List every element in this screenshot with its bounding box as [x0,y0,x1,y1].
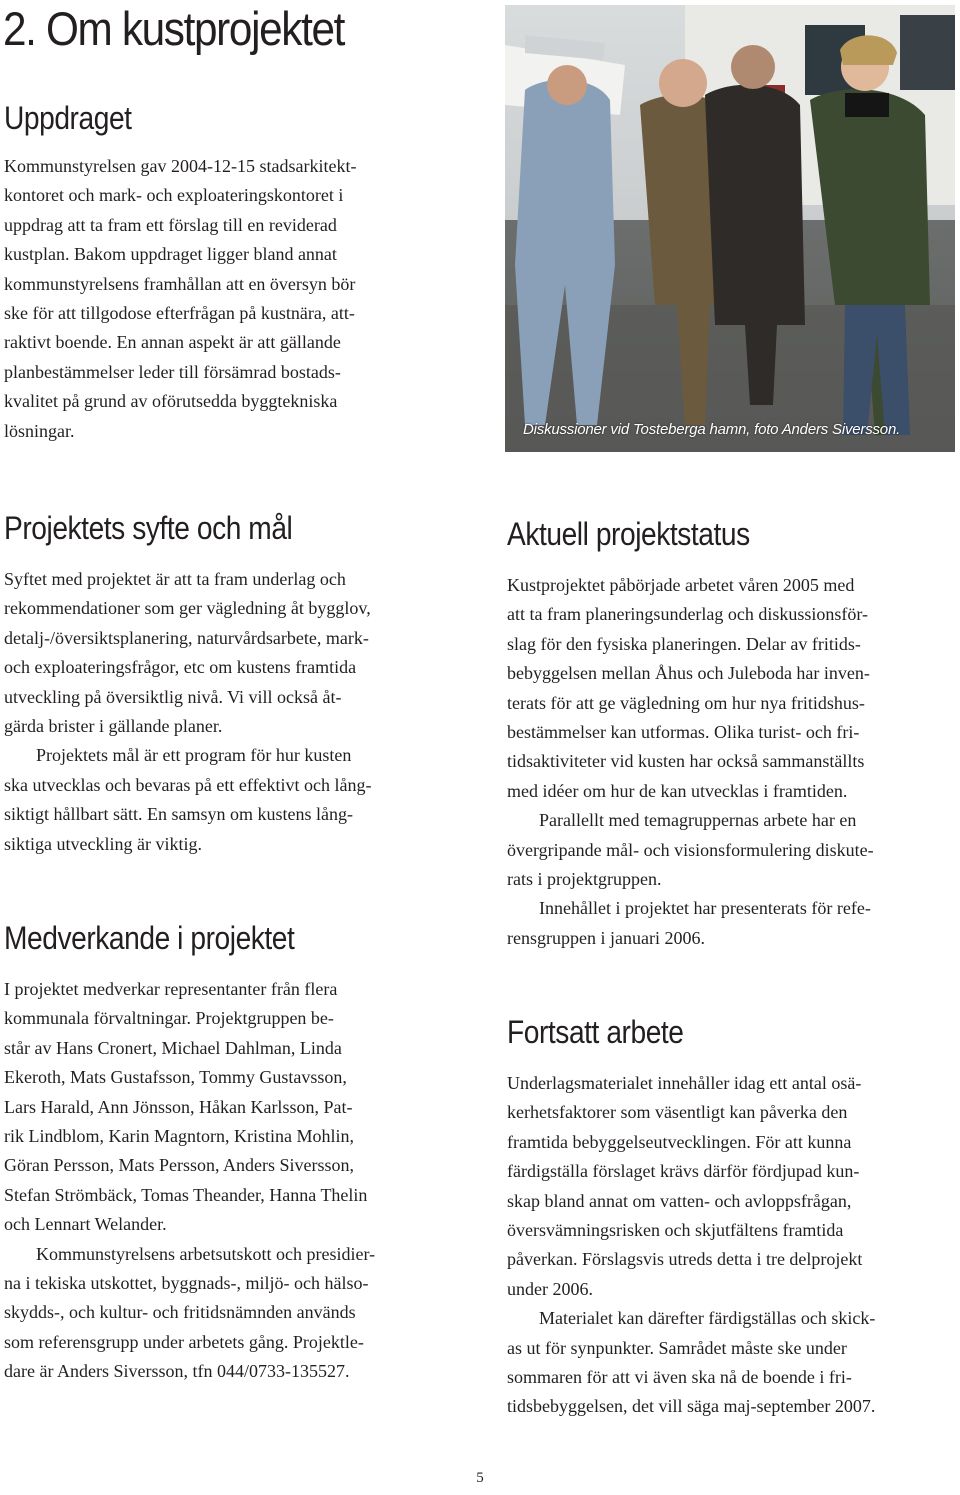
fortsatt-text [507,1069,957,1422]
text-line: Kommunstyrelsens arbetsutskott och presidier- [36,1243,376,1264]
heading-status: Aktuell projektstatus [507,516,750,552]
text-line: med idéer om hur de kan utvecklas i framtiden. [507,780,848,801]
text-line: övergripande mål- och visionsformulering diskute- [507,839,874,860]
text-line: kommunala förvaltningar. Projektgruppen be- [4,1008,334,1029]
uppdraget-text [4,152,494,446]
heading-syfte: Projektets syfte och mål [4,510,293,546]
text-line: bebyggelsen mellan Åhus och Juleboda har inven- [507,663,870,684]
text-line: tidsaktiviteter vid kusten har också sammanställts [507,751,865,772]
heading-uppdraget: Uppdraget [4,100,132,136]
photo-caption: Diskussioner vid Tosteberga hamn, foto Anders Siversson. [523,421,901,438]
text-line: och Lennart Welander. [4,1214,167,1235]
text-line: framtida bebyggelseutvecklingen. För att kunna [507,1131,852,1152]
text-line: rik Lindblom, Karin Magntorn, Kristina Mohlin, [4,1126,354,1147]
text-line: siktigt hållbart sätt. En samsyn om kustens lång- [4,804,353,825]
text-line: slag för den fysiska planeringen. Delar av fritids- [507,633,861,654]
text-line: Parallellt med temagruppernas arbete har en [539,810,857,831]
text-line: påverkan. Förslagsvis utreds detta i tre delprojekt [507,1249,863,1270]
text-line: dare är Anders Siversson, tfn 044/0733-135527. [4,1361,350,1382]
text-line: utveckling på översiktlig nivå. Vi vill också åt- [4,686,342,707]
text-line: skap bland annat om vatten- och avloppsfrågan, [507,1190,852,1211]
text-line: kommunstyrelsens framhållan att en översyn bör [4,273,356,294]
syfte-text [4,565,494,859]
text-line: Göran Persson, Mats Persson, Anders Siversson, [4,1155,354,1176]
text-line: Lars Harald, Ann Jönsson, Håkan Karlsson, Pat- [4,1096,353,1117]
text-line: Materialet kan därefter färdigställas och skick- [539,1308,876,1329]
text-line: as ut för synpunkter. Samrådet måste ske under [507,1337,847,1358]
text-line: Kommunstyrelsen gav 2004-12-15 stadsarkitekt- [4,156,357,176]
text-line: kustplan. Bakom uppdraget ligger bland annat [4,244,337,265]
page-title: 2. Om kustprojektet [3,2,345,55]
text-line: siktiga utveckling är viktig. [4,833,202,854]
text-line: rekommendationer som ger vägledning åt bygglov, [4,598,371,619]
text-line: som referensgrupp under arbetets gång. Projektle- [4,1331,364,1352]
text-line: planbestämmelser leder till försämrad bostads- [4,361,341,382]
text-line: detalj-/översiktsplanering, naturvårdsarbete, mark- [4,627,369,648]
text-line: kvalitet på grund av oförutsedda byggtekniska [4,391,338,412]
text-line: lösningar. [4,420,75,441]
text-line: uppdrag att ta fram ett förslag till en reviderad [4,214,337,235]
text-line: Ekeroth, Mats Gustafsson, Tommy Gustavsson, [4,1067,347,1088]
text-line: kontoret och mark- och exploateringskontoret i [4,185,344,206]
heading-fortsatt: Fortsatt arbete [507,1014,684,1050]
text-line: ske för att tillgodose efterfrågan på kustnära, att- [4,303,355,324]
text-line: raktivt boende. En annan aspekt är att gällande [4,332,341,353]
heading-medverkande: Medverkande i projektet [4,920,295,956]
page-number: 5 [476,1470,484,1486]
text-line: Projektets mål är ett program för hur kusten [36,745,352,766]
harbor-photo-illustration [505,5,955,452]
text-line: I projektet medverkar representanter från flera [4,979,338,999]
medverkande-text [4,975,494,1387]
text-line: översvämningsrisken och skjutfältens framtida [507,1220,844,1241]
text-line: att ta fram planeringsunderlag och diskussionsför- [507,604,869,625]
text-line: står av Hans Cronert, Michael Dahlman, Linda [4,1037,342,1058]
text-line: Underlagsmaterialet innehåller idag ett antal osä- [507,1073,862,1093]
text-line: och exploateringsfrågor, etc om kustens framtida [4,657,357,678]
text-line: na i tekiska utskottet, byggnads-, miljö- och hälso- [4,1273,369,1294]
text-line: kerhetsfaktorer som väsentligt kan påverka den [507,1102,848,1123]
photo [505,5,955,452]
text-line: Stefan Strömbäck, Tomas Theander, Hanna Thelin [4,1184,368,1205]
text-line: Syftet med projektet är att ta fram underlag och [4,569,346,589]
text-line: sommaren för att vi även ska nå de boende i fri- [507,1367,852,1388]
text-line: Kustprojektet påbörjade arbetet våren 2005 med [507,575,855,595]
text-line: ska utvecklas och bevaras på ett effektivt och lång- [4,774,372,795]
text-line: terats för att ge vägledning om hur nya fritidshus- [507,692,865,713]
status-text [507,571,957,953]
text-line: rats i projektgruppen. [507,869,662,890]
text-line: färdigställa förslaget krävs därför fördjupad kun- [507,1161,860,1182]
text-line: bestämmelser kan utformas. Olika turist- och fri- [507,722,860,743]
text-line: gärda brister i gällande planer. [4,716,223,737]
text-line: rensgruppen i januari 2006. [507,927,705,948]
text-line: Innehållet i projektet har presenterats för refe- [539,898,871,919]
text-line: skydds-, och kultur- och fritidsnämnden används [4,1302,356,1323]
text-line: under 2006. [507,1278,593,1299]
text-line: tidsbebyggelsen, det vill säga maj-september 2007. [507,1396,876,1417]
